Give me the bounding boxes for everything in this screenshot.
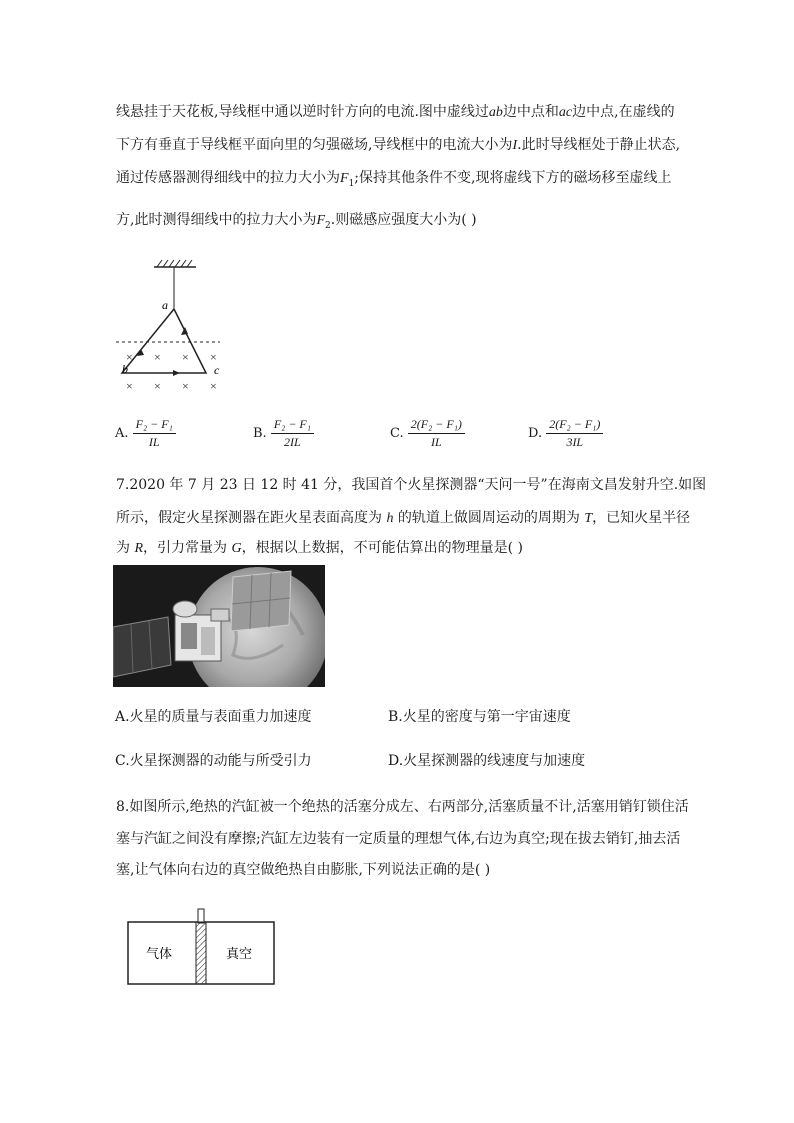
- gas-label: 气体: [146, 946, 173, 961]
- field-cross: ×: [126, 379, 133, 393]
- q7-line-1: 7.2020 年 7 月 23 日 12 时 41 分，我国首个火星探测器“天问一号”在海南文昌发射升空.如图: [116, 477, 707, 493]
- q6-line-3: [116, 168, 671, 194]
- q6-line-1: [116, 102, 675, 123]
- q6-option-a-numerator: F₂ − F₁: [133, 417, 176, 434]
- q6-line-3-text-a: 通过传感器测得细线中的拉力大小为: [116, 170, 340, 186]
- q6-option-c-letter: C.: [390, 426, 404, 441]
- q6-sub-1: 1: [348, 178, 355, 189]
- solar-panel-right: [231, 571, 291, 631]
- q6-option-b[interactable]: [253, 417, 314, 450]
- q6-line-3-text-b: ;保持其他条件不变,现将虚线下方的磁场移至虚线上: [354, 170, 672, 186]
- q8-line-3: 塞,让气体向右边的真空做绝热自由膨胀,下列说法正确的是( ): [116, 862, 491, 878]
- q6-line-4: [116, 210, 477, 236]
- q6-line-4-text-a: 方,此时测得细线中的拉力大小为: [116, 212, 317, 228]
- field-cross: ×: [182, 350, 189, 364]
- field-cross: ×: [182, 379, 189, 393]
- label-a: a: [162, 298, 168, 312]
- field-cross: ×: [210, 350, 217, 364]
- q6-option-b-numerator: F₂ − F₁: [271, 417, 314, 434]
- q6-line-4-text-b: .则磁感应强度大小为( ): [330, 212, 477, 228]
- arrow-ca: [181, 327, 188, 335]
- q7-option-d[interactable]: D.火星探测器的线速度与加速度: [388, 753, 586, 769]
- q6-option-d-denominator: 3IL: [566, 435, 584, 449]
- q7-line-2: [116, 508, 690, 529]
- q7-line-3-text-b: ，引力常量为: [143, 540, 232, 556]
- q6-option-b-denominator: 2IL: [284, 435, 301, 449]
- label-c: c: [214, 363, 220, 377]
- q6-option-c-denominator: IL: [430, 435, 442, 449]
- q6-option-d-numerator: 2(F₂ − F₁): [546, 417, 603, 434]
- q6-var-ab: ab: [488, 105, 503, 120]
- q7-option-c[interactable]: C.火星探测器的动能与所受引力: [115, 753, 312, 769]
- q6-option-a-letter: A.: [115, 426, 129, 441]
- q6-triangle-figure: [110, 255, 240, 400]
- label-b: b: [122, 362, 128, 376]
- q6-var-F2: F: [316, 213, 326, 228]
- q6-option-c-numerator: 2(F₂ − F₁): [408, 417, 465, 434]
- q6-line-2: [116, 135, 680, 156]
- q6-var-I: I: [512, 138, 518, 153]
- q7-var-T: T: [584, 511, 593, 526]
- q6-line-2-text-b: .此时导线框处于静止状态,: [517, 137, 681, 153]
- mars-probe-photo: [113, 565, 325, 687]
- arrow-bc: [173, 370, 180, 376]
- piston: [196, 922, 206, 984]
- q6-sub-2: 2: [325, 220, 331, 231]
- field-cross: ×: [210, 379, 217, 393]
- q6-line-1-text-b: 边中点和: [502, 104, 559, 120]
- q7-line-3-text-c: ，根据以上数据，不可能估算出的物理量是( ): [241, 540, 523, 556]
- q6-line-1-text-c: 边中点,在虚线的: [572, 104, 675, 120]
- q8-cylinder-figure: [126, 906, 278, 988]
- q8-line-1: 8.如图所示,绝热的汽缸被一个绝热的活塞分成左、右两部分,活塞质量不计,活塞用销钉锁住活: [116, 799, 689, 815]
- q6-option-c-fraction: [408, 417, 465, 450]
- q6-line-1-text-a: 线悬挂于天花板,导线框中通以逆时针方向的电流.图中虚线过: [116, 104, 489, 120]
- wire-frame: [122, 309, 206, 373]
- field-cross: ×: [154, 379, 161, 393]
- q7-option-b[interactable]: B.火星的密度与第一宇宙速度: [388, 709, 571, 725]
- q6-option-d-fraction: [546, 417, 603, 450]
- q6-line-2-text-a: 下方有垂直于导线框平面向里的匀强磁场,导线框中的电流大小为: [116, 137, 513, 153]
- q6-option-a[interactable]: [115, 417, 176, 450]
- q6-option-a-fraction: [133, 417, 176, 450]
- q6-option-a-denominator: IL: [148, 435, 160, 449]
- field-cross: ×: [126, 350, 133, 364]
- q7-line-2-text-c: ，已知火星半径: [592, 510, 691, 526]
- pin: [198, 909, 204, 923]
- vacuum-label: 真空: [226, 946, 253, 961]
- q7-line-2-text-a: 所示，假定火星探测器在距火星表面高度为: [116, 510, 387, 526]
- q6-option-d[interactable]: [528, 417, 603, 450]
- q7-line-3-text-a: 为: [116, 540, 135, 556]
- q7-line-2-text-b: 的轨道上做圆周运动的周期为: [393, 510, 585, 526]
- q6-var-F1: F: [340, 171, 349, 186]
- q6-option-d-letter: D.: [528, 426, 543, 441]
- q6-option-c[interactable]: [390, 417, 465, 450]
- q6-option-b-letter: B.: [253, 426, 267, 441]
- ceiling: [154, 260, 196, 267]
- q7-option-a[interactable]: A.火星的质量与表面重力加速度: [115, 709, 312, 725]
- q7-var-h: h: [386, 511, 394, 526]
- q7-line-3: [116, 538, 523, 559]
- q6-var-ac: ac: [558, 105, 573, 120]
- q8-line-2: 塞与汽缸之间没有摩擦;汽缸左边装有一定质量的理想气体,右边为真空;现在拔去销钉,抽去活: [116, 831, 681, 847]
- q7-var-R: R: [134, 541, 144, 556]
- q7-var-G: G: [231, 541, 242, 556]
- q6-option-b-fraction: [271, 417, 314, 450]
- field-cross: ×: [154, 350, 161, 364]
- magnetic-field-crosses: [126, 350, 217, 393]
